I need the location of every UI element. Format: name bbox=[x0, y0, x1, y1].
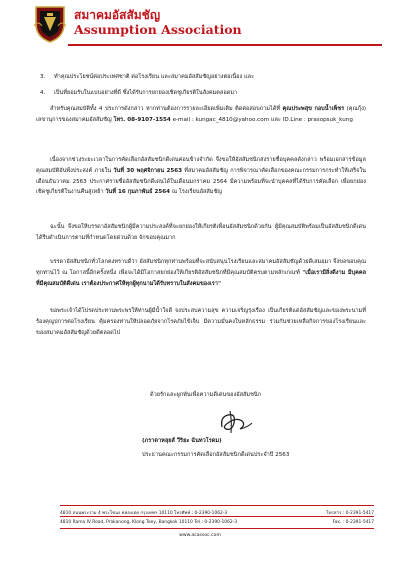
signer-name: (ภราดาหลุยส์ วีริยะ ฉันทวโรดม) bbox=[142, 438, 222, 444]
thai-fax: โทรสาร : 0-2391-5417 bbox=[326, 511, 374, 516]
footer-divider-bottom bbox=[60, 528, 374, 529]
org-name-english: Assumption Association bbox=[74, 22, 242, 37]
website-link[interactable]: www.acassoc.com bbox=[179, 533, 221, 538]
appreciation-paragraph bbox=[36, 257, 366, 289]
blessing-text: ขอพระเจ้าได้โปรดประทานพระพรให้ท่านผู้มีน้ำใจดี จงประสบความสุข ความเจริญรุ่งเรือง เป็นเกียรติแด่อัสสัมชัญและของพระนามที่ร้องคุณูปการต่อโรงเรียน คุ้มครองท่านให้ปลอดภัยจากโรคภัยไข้เจ็บ มีความมั่นคงในหลักธรรม ร่วมกันช่วยเหลือกิจการของโรงเรียนและของสมาคมอัสสัมชัญด้วยดีตลอดไป bbox=[36, 308, 366, 336]
submission-deadline: วันที่ 30 พฤศจิกายน 2563 bbox=[113, 167, 183, 174]
deadline-text: เนื่องจากช่วงระยะเวลาในการคัดเลือกอัสสัมชนิกดีเด่นค่อนข้างจำกัด จึงขอให้อัสสัมชนิกส่งรายชื่อบุคคลดังกล่าว พร้อมเอกสารข้อมูล คุณสมบัติอันพึงประสงค์ ภายใน bbox=[36, 157, 366, 174]
footer-address-english bbox=[60, 520, 380, 525]
item-text: เป็นที่ยอมรับในแบบอย่างที่ดี ซึ่งได้รับการยกย่องเชิดชูเกียรติในสังคมตลอดมา bbox=[54, 90, 238, 96]
english-fax: Fax. : 0-2391-5417 bbox=[332, 520, 374, 525]
contact-phone: โทร. 08-9107-1554 bbox=[113, 116, 171, 123]
contact-role: (คุณกุ้ง) เลขานุการของสมาคมอัสสัมชัญ bbox=[36, 106, 366, 123]
header-divider bbox=[68, 44, 382, 46]
english-address: 4810 Rama IV Road, Prakanong, Klong Toey, Bangkok 10110 Tel : 0-2390-1062-3 bbox=[60, 520, 238, 525]
signer-title: ประธานคณะกรรมการคัดเลือกอัสสัมชนิกดีเด่นประจำปี 2563 bbox=[142, 452, 290, 458]
contact-paragraph bbox=[36, 104, 366, 126]
request-paragraph bbox=[36, 222, 366, 244]
contact-line-id: และ ID.Line : prasopsuk_kung bbox=[269, 116, 353, 123]
closing-line: ด้วยรักและผูกพันเพื่อความดีเด่นของอัสสัมชนิก bbox=[150, 392, 262, 398]
motto-quote: "เมื่อเรามีสิ่งดีงาม มีบุคคลที่มีคุณสมบัติดีเด่น เราต้องประกาศให้ทุกผู้ทุกนามได้รับทราบในสังคมของเรา" bbox=[36, 269, 366, 287]
homecoming-date: วันที่ 16 กุมภาพันธ์ 2564 bbox=[105, 189, 171, 196]
thai-address: 4810 ถนนพระราม 4 พระโขนง คลองเตย กรุงเทพฯ 10110 โทรศัพท์ : 0-2390-1062-3 bbox=[60, 511, 228, 516]
footer-address-thai bbox=[60, 509, 380, 516]
item-number: 4. bbox=[40, 90, 46, 96]
contact-name-first: คุณประพสุข bbox=[282, 106, 312, 112]
blessing-paragraph bbox=[36, 306, 366, 338]
org-name-thai: สมาคมอัสสัมชัญ bbox=[74, 8, 161, 22]
deadline-paragraph bbox=[36, 155, 366, 198]
contact-email: e-mail : kungac_4810@yahoo.com bbox=[170, 116, 270, 123]
criteria-item-3 bbox=[40, 72, 254, 82]
item-text: ทำคุณประโยชน์ต่อประเทศชาติ ต่อโรงเรียน และสมาคมอัสสัมชัญอย่างต่อเนื่อง และ bbox=[54, 74, 255, 80]
selection-schedule: ที่สมาคมอัสสัมชัญ การพิจารณาคัดเลือกของคณะกรรมการกระทำให้เสร็จในเดือนธันวาคม 2563 ประกาศรายชื่ออัสสัมชนิกดีเด่นได้ในเดือนมกราคม 2564 มีความพร้อมที่จะนำบุคคลที่ได้รับการคัดเลือก เพื่อยกย่องเชิดชูเกียรติในงานคืนสู่เหย้า bbox=[36, 167, 366, 196]
footer-divider-top bbox=[60, 505, 374, 506]
contact-name-last: กอบน้ำเพ็ชร bbox=[314, 106, 345, 112]
item-number: 3. bbox=[40, 74, 46, 80]
contact-text: สำหรับคุณสมบัติทั้ง 4 ประการดังกล่าว หากท่านต้องการรายละเอียดเพิ่มเติม ติดต่อสอบถามได้ที่ bbox=[50, 106, 283, 112]
appreciation-text: บรรดาอัสสัมชนิกทั่วโลกคงทราบดีว่า อัสสัมชนิกทุกท่านพร้อมที่จะสนับสนุนโรงเรียนและสมาคมอัสสัมชัญด้วยดีเสมอมา จึงขอขอบคุณทุกท่านไว้ ณ โอกาสนี้อีกครั้งหนึ่ง เพื่อจะได้มีโอกาสยกย่องให้เกียรติอัสสัมชนิกที่มีคุณสมบัติครบตามหลักเกณฑ์ bbox=[36, 259, 367, 276]
request-text: ฉะนั้น จึงขอให้บรรดาอัสสัมชนิกผู้มีความประสงค์ที่จะยกย่องให้เกียรติเพื่อนอัสสัมชนิกด้วยกัน ผู้มีคุณสมบัติพร้อมเป็นอัสสัมชนิกดีเด่น ได้รีบดำเนินการตามที่กำหนดโดยด่วนด้วย จักขอบคุณมาก bbox=[36, 224, 366, 241]
criteria-item-4 bbox=[40, 88, 237, 98]
footer-divider-middle bbox=[60, 516, 374, 517]
association-crest-logo bbox=[32, 4, 68, 44]
handwritten-signature bbox=[216, 405, 256, 439]
homecoming-venue: ณ โรงเรียนอัสสัมชัญ bbox=[170, 189, 223, 196]
